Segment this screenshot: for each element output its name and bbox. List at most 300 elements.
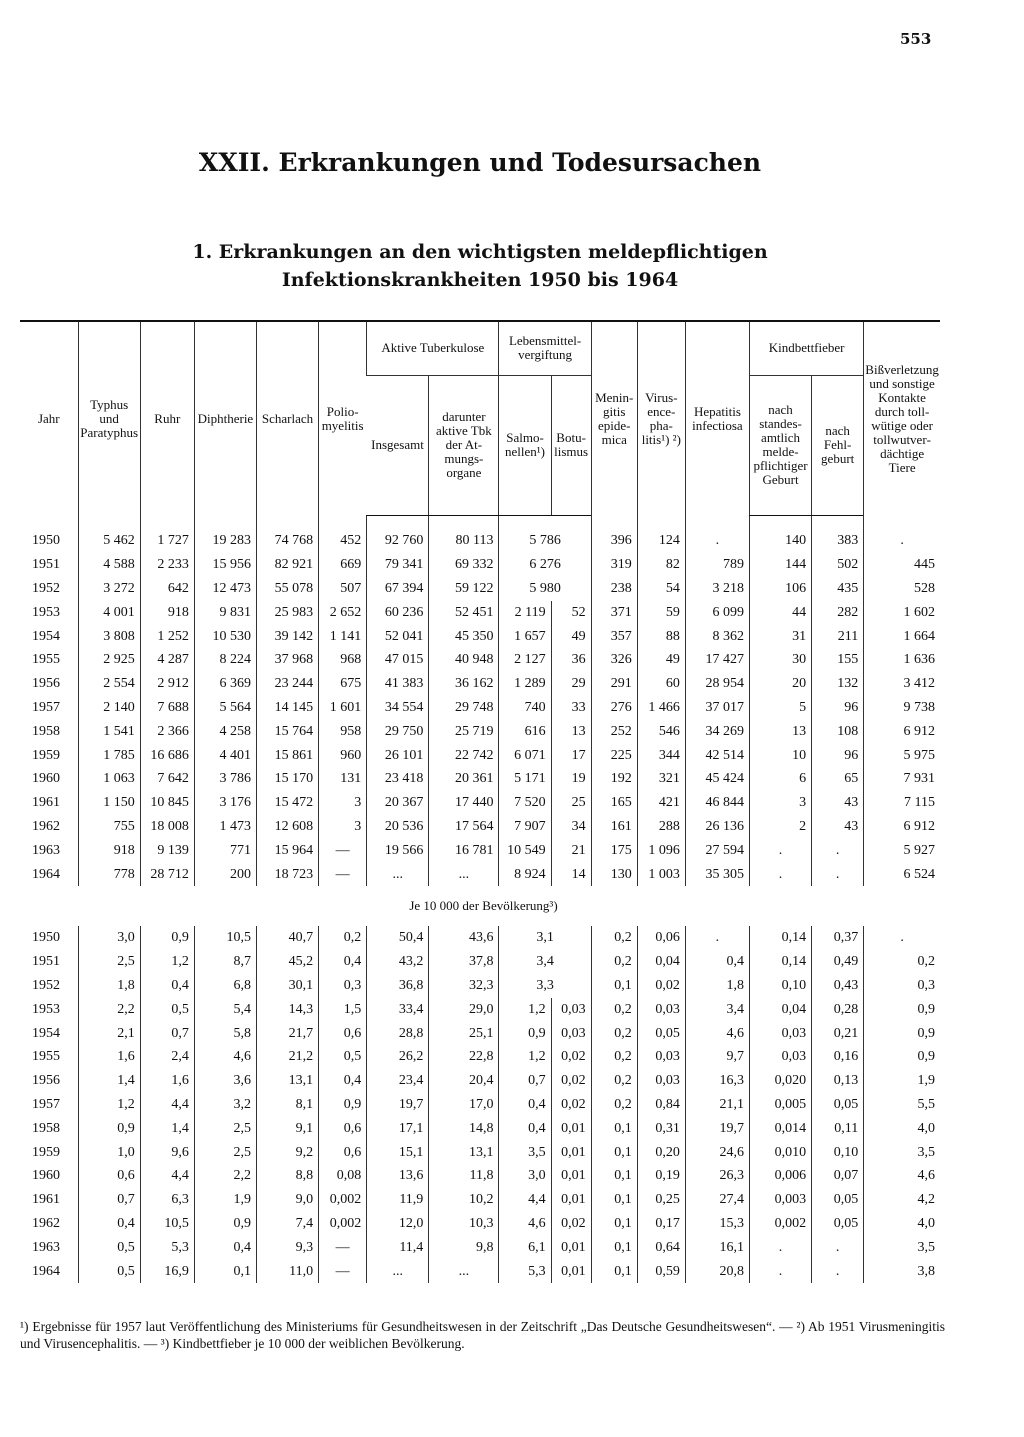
cell-kb_stand: 0,005 [749, 1093, 811, 1117]
cell-typhus: 778 [78, 863, 140, 887]
cell-biss: 9 738 [864, 696, 940, 720]
cell-biss: 4,0 [864, 1117, 940, 1141]
header-hepatitis: Hepatitis infectiosa [685, 321, 749, 515]
cell-typhus: 0,5 [78, 1236, 140, 1260]
cell-salm: 1 657 [499, 625, 551, 649]
cell-kb_fehl: . [812, 863, 864, 887]
cell-kb_fehl: 0,49 [812, 950, 864, 974]
cell-schar: 15 861 [256, 744, 318, 768]
cell-tbk_at: 36 162 [429, 672, 499, 696]
cell-salm: 2 127 [499, 648, 551, 672]
cell-kb_fehl: 43 [812, 791, 864, 815]
cell-menin: 0,2 [591, 1069, 637, 1093]
cell-virus: 0,64 [637, 1236, 685, 1260]
cell-tbk_at: 22,8 [429, 1045, 499, 1069]
cell-schar: 74 768 [256, 530, 318, 554]
cell-menin: 371 [591, 601, 637, 625]
cell-ruhr: 0,5 [140, 998, 194, 1022]
cell-typhus: 2 925 [78, 648, 140, 672]
table-row [20, 1141, 940, 1165]
cell-ruhr: 10 845 [140, 791, 194, 815]
cell-typhus: 0,5 [78, 1260, 140, 1284]
cell-hepa: 16,3 [685, 1069, 749, 1093]
cell-hepa: 46 844 [685, 791, 749, 815]
table-row [20, 577, 940, 601]
cell-kb_stand: 44 [749, 601, 811, 625]
cell-polio: 0,3 [319, 974, 367, 998]
cell-kb_fehl: 0,11 [812, 1117, 864, 1141]
cell-polio: 669 [319, 553, 367, 577]
cell-diph: 12 473 [194, 577, 256, 601]
cell-typhus: 1 150 [78, 791, 140, 815]
cell-diph: 200 [194, 863, 256, 887]
cell-virus: 88 [637, 625, 685, 649]
header-salmonellen: Salmonellen¹) [499, 375, 551, 515]
cell-salm: 0,4 [499, 1117, 551, 1141]
cell-salm: 6 071 [499, 744, 551, 768]
cell-typhus: 2 140 [78, 696, 140, 720]
cell-biss: 528 [864, 577, 940, 601]
cell-diph: 5,8 [194, 1022, 256, 1046]
cell-polio: 1 141 [319, 625, 367, 649]
table-row [20, 791, 940, 815]
cell-typhus: 2,1 [78, 1022, 140, 1046]
cell-menin: 0,1 [591, 1260, 637, 1284]
cell-schar: 9,3 [256, 1236, 318, 1260]
cell-kb_stand: 3 [749, 791, 811, 815]
cell-tbk_at: 11,8 [429, 1164, 499, 1188]
cell-botu: 14 [551, 863, 591, 887]
cell-tbk: 12,0 [367, 1212, 429, 1236]
cell-kb_fehl: 96 [812, 696, 864, 720]
cell-typhus: 918 [78, 839, 140, 863]
cell-botu: 36 [551, 648, 591, 672]
cell-botu: 49 [551, 625, 591, 649]
cell-menin: 0,2 [591, 998, 637, 1022]
cell-botu: 0,02 [551, 1093, 591, 1117]
cell-diph: 0,4 [194, 1236, 256, 1260]
cell-year: 1960 [32, 771, 60, 787]
cell-ruhr: 4 287 [140, 648, 194, 672]
cell-tbk_at: 52 451 [429, 601, 499, 625]
cell-kb_stand: 13 [749, 720, 811, 744]
cell-virus: 288 [637, 815, 685, 839]
cell-diph: 4 401 [194, 744, 256, 768]
cell-tbk: 20 367 [367, 791, 429, 815]
cell-tbk_at: 29 748 [429, 696, 499, 720]
cell-hepa: . [685, 530, 749, 554]
cell-ruhr: 2 912 [140, 672, 194, 696]
cell-biss: 3,5 [864, 1236, 940, 1260]
cell-salm: 10 549 [499, 839, 551, 863]
cell-salm: 0,7 [499, 1069, 551, 1093]
cell-hepa: . [685, 926, 749, 950]
cell-menin: 326 [591, 648, 637, 672]
cell-diph: 771 [194, 839, 256, 863]
cell-hepa: 26 136 [685, 815, 749, 839]
header-jahr: Jahr [20, 321, 78, 515]
cell-schar: 23 244 [256, 672, 318, 696]
cell-hepa: 789 [685, 553, 749, 577]
cell-diph: 2,5 [194, 1117, 256, 1141]
cell-virus: 0,25 [637, 1188, 685, 1212]
cell-biss: . [864, 530, 940, 554]
cell-schar: 8,8 [256, 1164, 318, 1188]
cell-kb_fehl: 0,07 [812, 1164, 864, 1188]
cell-ruhr: 7 688 [140, 696, 194, 720]
cell-botu: 0,03 [551, 998, 591, 1022]
table-row [20, 696, 940, 720]
table-title [0, 238, 960, 294]
header-kindbett-fehlgeburt: nach Fehlgeburt [812, 375, 864, 515]
cell-ruhr: 0,9 [140, 926, 194, 950]
cell-year: 1956 [32, 1073, 60, 1089]
table-row [20, 1022, 940, 1046]
cell-tbk_at: 59 122 [429, 577, 499, 601]
cell-ruhr: 6,3 [140, 1188, 194, 1212]
header-meningitis: Meningitis epidemica [591, 321, 637, 515]
table-row [20, 1069, 940, 1093]
cell-biss: 4,6 [864, 1164, 940, 1188]
cell-lebensmittel: 3,3 [499, 974, 591, 998]
cell-kb_stand: 10 [749, 744, 811, 768]
cell-biss: 0,3 [864, 974, 940, 998]
cell-year: 1952 [32, 580, 60, 596]
cell-tbk_at: 20,4 [429, 1069, 499, 1093]
cell-tbk: 50,4 [367, 926, 429, 950]
cell-typhus: 2 554 [78, 672, 140, 696]
cell-kb_stand: 0,006 [749, 1164, 811, 1188]
cell-ruhr: 1 252 [140, 625, 194, 649]
cell-year: 1954 [32, 628, 60, 644]
cell-year: 1957 [32, 699, 60, 715]
cell-year: 1953 [32, 604, 60, 620]
cell-tbk: 47 015 [367, 648, 429, 672]
cell-schar: 15 170 [256, 767, 318, 791]
cell-hepa: 21,1 [685, 1093, 749, 1117]
cell-virus: 0,59 [637, 1260, 685, 1284]
cell-virus: 1 466 [637, 696, 685, 720]
cell-kb_fehl: 0,37 [812, 926, 864, 950]
cell-menin: 291 [591, 672, 637, 696]
table-row [20, 648, 940, 672]
cell-typhus: 3 272 [78, 577, 140, 601]
cell-polio: — [319, 1260, 367, 1284]
cell-schar: 21,7 [256, 1022, 318, 1046]
cell-kb_fehl: 96 [812, 744, 864, 768]
cell-schar: 18 723 [256, 863, 318, 887]
header-tbk-darunter: darunter aktive Tbk der Atmungsorgane [429, 375, 499, 515]
cell-year: 1963 [32, 842, 60, 858]
cell-virus: 124 [637, 530, 685, 554]
cell-polio: 0,9 [319, 1093, 367, 1117]
cell-diph: 3 786 [194, 767, 256, 791]
cell-year: 1957 [32, 1096, 60, 1112]
cell-tbk_at: 25,1 [429, 1022, 499, 1046]
cell-botu: 21 [551, 839, 591, 863]
cell-virus: 0,06 [637, 926, 685, 950]
cell-schar: 25 983 [256, 601, 318, 625]
cell-typhus: 1,8 [78, 974, 140, 998]
cell-botu: 0,01 [551, 1260, 591, 1284]
cell-hepa: 26,3 [685, 1164, 749, 1188]
cell-virus: 0,84 [637, 1093, 685, 1117]
cell-virus: 0,04 [637, 950, 685, 974]
cell-kb_stand: 30 [749, 648, 811, 672]
cell-tbk: 28,8 [367, 1022, 429, 1046]
cell-tbk_at: 13,1 [429, 1141, 499, 1165]
cell-tbk: 52 041 [367, 625, 429, 649]
cell-year: 1954 [32, 1025, 60, 1041]
cell-hepa: 28 954 [685, 672, 749, 696]
cell-diph: 4 258 [194, 720, 256, 744]
cell-kb_stand: 5 [749, 696, 811, 720]
cell-biss: 1,9 [864, 1069, 940, 1093]
cell-polio: 0,002 [319, 1212, 367, 1236]
cell-polio: 3 [319, 791, 367, 815]
header-polio: Poliomyelitis [319, 321, 367, 515]
cell-hepa: 15,3 [685, 1212, 749, 1236]
cell-kb_stand: . [749, 1236, 811, 1260]
cell-year: 1958 [32, 1120, 60, 1136]
cell-diph: 8,7 [194, 950, 256, 974]
header-tbk-insgesamt: Insgesamt [367, 375, 429, 515]
cell-salm: 2 119 [499, 601, 551, 625]
cell-kb_stand: 31 [749, 625, 811, 649]
cell-virus: 0,19 [637, 1164, 685, 1188]
cell-salm: 4,6 [499, 1212, 551, 1236]
cell-typhus: 0,6 [78, 1164, 140, 1188]
rate-caption-row [20, 886, 940, 926]
cell-botu: 0,01 [551, 1164, 591, 1188]
cell-tbk: 19 566 [367, 839, 429, 863]
cell-virus: 421 [637, 791, 685, 815]
cell-hepa: 4,6 [685, 1022, 749, 1046]
cell-biss: 5 927 [864, 839, 940, 863]
cell-kb_stand: 6 [749, 767, 811, 791]
cell-botu: 0,01 [551, 1188, 591, 1212]
header-scharlach: Scharlach [256, 321, 318, 515]
cell-lebensmittel: 3,4 [499, 950, 591, 974]
cell-ruhr: 1,6 [140, 1069, 194, 1093]
cell-typhus: 1,6 [78, 1045, 140, 1069]
cell-polio: 958 [319, 720, 367, 744]
table-title-line2: Infektionskrankheiten 1950 bis 1964 [281, 269, 679, 291]
table-row [20, 601, 940, 625]
cell-ruhr: 10,5 [140, 1212, 194, 1236]
cell-typhus: 1,0 [78, 1141, 140, 1165]
cell-polio: 452 [319, 530, 367, 554]
cell-schar: 14,3 [256, 998, 318, 1022]
cell-ruhr: 18 008 [140, 815, 194, 839]
cell-menin: 225 [591, 744, 637, 768]
cell-biss: 0,9 [864, 1022, 940, 1046]
header-tbk-group: Aktive Tuberkulose [367, 321, 499, 375]
cell-diph: 2,5 [194, 1141, 256, 1165]
cell-kb_fehl: 383 [812, 530, 864, 554]
table-row [20, 744, 940, 768]
cell-tbk: 67 394 [367, 577, 429, 601]
cell-schar: 15 472 [256, 791, 318, 815]
cell-polio: 0,2 [319, 926, 367, 950]
cell-botu: 17 [551, 744, 591, 768]
cell-virus: 546 [637, 720, 685, 744]
cell-year: 1955 [32, 652, 60, 668]
cell-menin: 396 [591, 530, 637, 554]
table-row [20, 998, 940, 1022]
header-biss: Bißverletzung und sonstige Kontakte durch tollwütige oder tollwutverdächtige Tiere [864, 321, 940, 515]
cell-year: 1958 [32, 723, 60, 739]
cell-typhus: 1,4 [78, 1069, 140, 1093]
cell-tbk: 17,1 [367, 1117, 429, 1141]
cell-kb_stand: 0,04 [749, 998, 811, 1022]
cell-typhus: 3,0 [78, 926, 140, 950]
cell-menin: 0,2 [591, 1093, 637, 1117]
cell-menin: 0,1 [591, 1141, 637, 1165]
cell-salm: 0,4 [499, 1093, 551, 1117]
cell-hepa: 0,4 [685, 950, 749, 974]
cell-kb_stand: 0,14 [749, 950, 811, 974]
cell-typhus: 0,4 [78, 1212, 140, 1236]
cell-polio: 1,5 [319, 998, 367, 1022]
cell-kb_stand: 106 [749, 577, 811, 601]
cell-kb_stand: 0,10 [749, 974, 811, 998]
cell-schar: 45,2 [256, 950, 318, 974]
cell-biss: 4,0 [864, 1212, 940, 1236]
cell-ruhr: 5,3 [140, 1236, 194, 1260]
cell-polio: 3 [319, 815, 367, 839]
cell-hepa: 6 099 [685, 601, 749, 625]
cell-year: 1964 [32, 866, 60, 882]
spacer-row [20, 515, 940, 530]
cell-kb_fehl: 0,16 [812, 1045, 864, 1069]
table-row [20, 1164, 940, 1188]
cell-polio: 2 652 [319, 601, 367, 625]
cell-kb_fehl: . [812, 1236, 864, 1260]
cell-ruhr: 1,2 [140, 950, 194, 974]
cell-biss: 7 931 [864, 767, 940, 791]
cell-botu: 33 [551, 696, 591, 720]
cell-tbk: 92 760 [367, 530, 429, 554]
cell-polio: 675 [319, 672, 367, 696]
cell-biss: 4,2 [864, 1188, 940, 1212]
table-row [20, 926, 940, 950]
cell-year: 1961 [32, 1192, 60, 1208]
cell-lebensmittel: 6 276 [499, 553, 591, 577]
cell-typhus: 0,9 [78, 1117, 140, 1141]
cell-ruhr: 28 712 [140, 863, 194, 887]
absolute-body [20, 515, 940, 886]
cell-diph: 4,6 [194, 1045, 256, 1069]
cell-biss: 3 412 [864, 672, 940, 696]
cell-schar: 15 964 [256, 839, 318, 863]
cell-kb_stand: 0,014 [749, 1117, 811, 1141]
cell-ruhr: 16 686 [140, 744, 194, 768]
cell-year: 1959 [32, 1144, 60, 1160]
cell-schar: 30,1 [256, 974, 318, 998]
cell-typhus: 3 808 [78, 625, 140, 649]
cell-menin: 0,2 [591, 1045, 637, 1069]
cell-biss: 5,5 [864, 1093, 940, 1117]
cell-year: 1956 [32, 676, 60, 692]
cell-biss: 6 912 [864, 815, 940, 839]
footnotes [20, 1318, 945, 1352]
cell-salm: 6,1 [499, 1236, 551, 1260]
cell-tbk_at: 80 113 [429, 530, 499, 554]
cell-kb_fehl: 0,05 [812, 1212, 864, 1236]
cell-tbk: 26 101 [367, 744, 429, 768]
cell-hepa: 8 362 [685, 625, 749, 649]
cell-hepa: 42 514 [685, 744, 749, 768]
cell-tbk: ... [367, 863, 429, 887]
cell-biss: 0,9 [864, 1045, 940, 1069]
cell-polio: — [319, 839, 367, 863]
cell-menin: 0,2 [591, 950, 637, 974]
cell-year: 1950 [32, 533, 60, 549]
cell-menin: 165 [591, 791, 637, 815]
cell-tbk: ... [367, 1260, 429, 1284]
cell-menin: 0,1 [591, 1164, 637, 1188]
cell-menin: 130 [591, 863, 637, 887]
cell-tbk_at: 17 440 [429, 791, 499, 815]
cell-menin: 0,1 [591, 1236, 637, 1260]
header-kindbett-standesamtlich: nach standesamtlich meldepflichtiger Geburt [749, 375, 811, 515]
cell-hepa: 37 017 [685, 696, 749, 720]
cell-diph: 15 956 [194, 553, 256, 577]
table-row [20, 553, 940, 577]
table-title-line1: 1. Erkrankungen an den wichtigsten meldepflichtigen [192, 241, 768, 263]
cell-virus: 1 096 [637, 839, 685, 863]
cell-salm: 5,3 [499, 1260, 551, 1284]
table-row [20, 1117, 940, 1141]
cell-biss: 1 602 [864, 601, 940, 625]
cell-salm: 8 924 [499, 863, 551, 887]
cell-tbk: 26,2 [367, 1045, 429, 1069]
cell-ruhr: 0,4 [140, 974, 194, 998]
table-row [20, 815, 940, 839]
cell-menin: 175 [591, 839, 637, 863]
cell-menin: 238 [591, 577, 637, 601]
cell-tbk_at: 22 742 [429, 744, 499, 768]
cell-hepa: 34 269 [685, 720, 749, 744]
cell-diph: 3 176 [194, 791, 256, 815]
cell-virus: 321 [637, 767, 685, 791]
cell-botu: 0,02 [551, 1212, 591, 1236]
cell-tbk_at: 14,8 [429, 1117, 499, 1141]
cell-lebensmittel: 5 786 [499, 530, 591, 554]
cell-tbk: 11,9 [367, 1188, 429, 1212]
cell-kb_stand: 0,002 [749, 1212, 811, 1236]
cell-tbk: 41 383 [367, 672, 429, 696]
cell-virus: 0,20 [637, 1141, 685, 1165]
table-row [20, 720, 940, 744]
cell-diph: 19 283 [194, 530, 256, 554]
cell-ruhr: 16,9 [140, 1260, 194, 1284]
cell-biss: 0,2 [864, 950, 940, 974]
cell-tbk_at: 20 361 [429, 767, 499, 791]
cell-kb_stand: 20 [749, 672, 811, 696]
cell-botu: 0,01 [551, 1117, 591, 1141]
cell-salm: 1,2 [499, 1045, 551, 1069]
cell-hepa: 27 594 [685, 839, 749, 863]
cell-typhus: 1 541 [78, 720, 140, 744]
cell-ruhr: 2 366 [140, 720, 194, 744]
cell-ruhr: 1 727 [140, 530, 194, 554]
cell-botu: 0,02 [551, 1069, 591, 1093]
cell-schar: 9,1 [256, 1117, 318, 1141]
cell-kb_fehl: 0,21 [812, 1022, 864, 1046]
cell-tbk_at: 17,0 [429, 1093, 499, 1117]
